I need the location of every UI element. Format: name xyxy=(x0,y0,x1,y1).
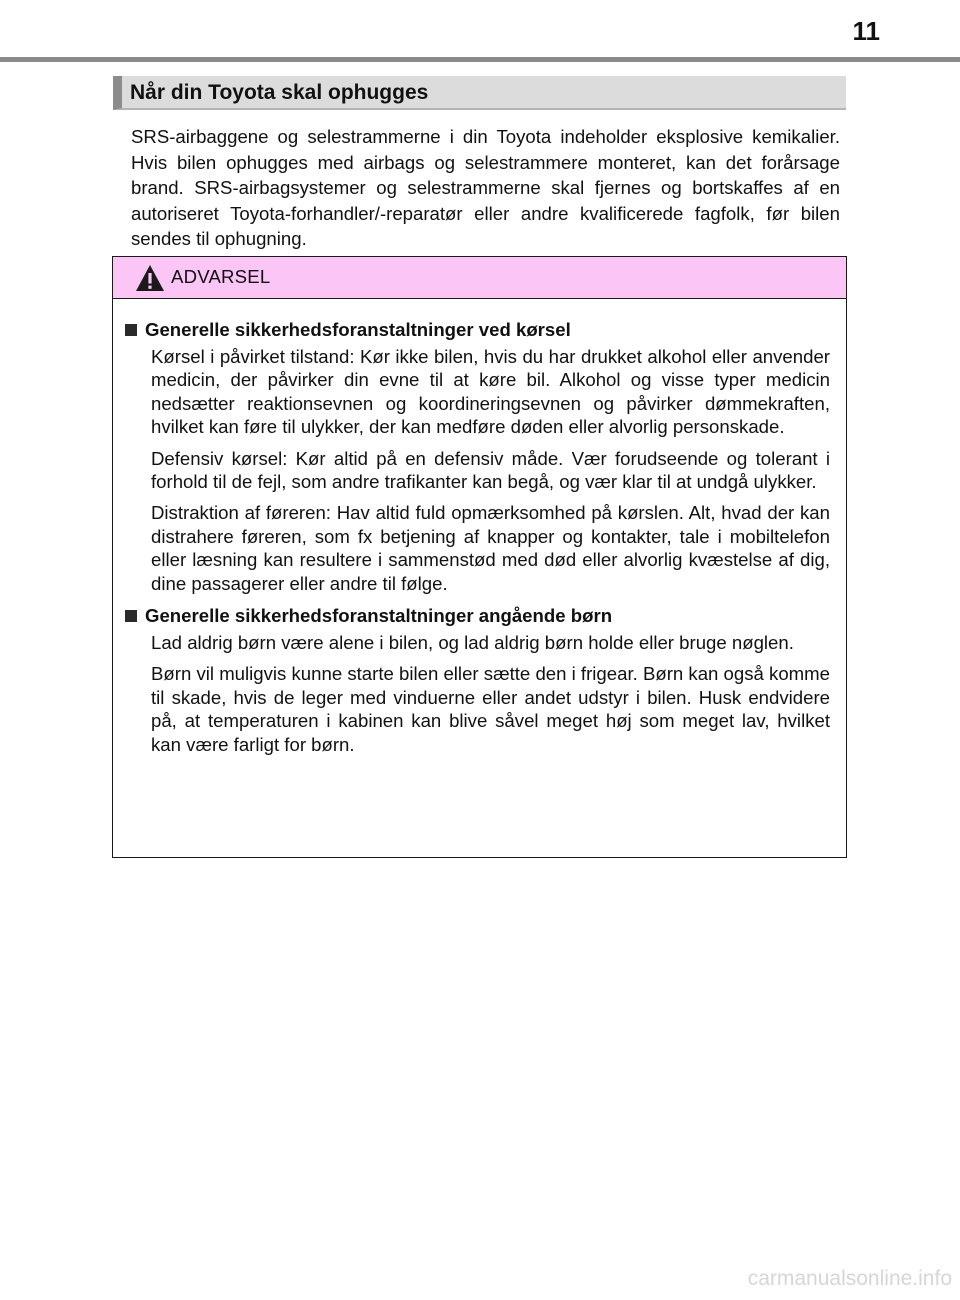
warning-box xyxy=(112,256,847,858)
subheading-driving xyxy=(125,317,830,343)
paragraph-defensive-driving: Defensiv kørsel: Kør altid på en defensiv måde. Vær forudseende og tolerant i forhold til de fejl, som andre trafikanter kan begå, og vær klar til at undgå ulykker. xyxy=(151,447,830,493)
watermark: carmanualsonline.info xyxy=(747,1267,952,1290)
warning-title: ADVARSEL xyxy=(171,266,271,288)
section-title: Når din Toyota skal ophugges xyxy=(113,76,846,110)
intro-paragraph: SRS-airbaggene og selestrammerne i din Toyota indeholder eksplosive kemikalier. Hvis bilen ophugges med airbags og selestrammere monteret, kan det forårsage brand. SRS-airbagsystemer og selestrammerne skal fjernes og bortskaffes af en autoriseret Toyota-forhandler/-reparatør eller andre kvalificerede fagfolk, før bilen sendes til ophugning. xyxy=(131,126,840,250)
paragraph-children-alone: Lad aldrig børn være alene i bilen, og lad aldrig børn holde eller bruge nøglen. xyxy=(151,632,794,654)
paragraph-children-risks: Børn vil muligvis kunne starte bilen eller sætte den i frigear. Børn kan også komme til skade, hvis de leger med vinduerne eller andet udstyr i bilen. Husk endvidere på, at temperaturen i kabinen kan blive såvel meget høj som meget lav, hvilket kan være farligt for børn. xyxy=(151,663,830,755)
warning-triangle-icon xyxy=(135,264,165,292)
square-bullet-icon xyxy=(125,324,137,336)
warning-body xyxy=(113,299,846,756)
subheading-driving-text: Generelle sikkerhedsforanstaltninger ved kørsel xyxy=(145,319,571,340)
warning-header xyxy=(113,257,846,299)
header-rule xyxy=(0,57,960,62)
square-bullet-icon xyxy=(125,610,137,622)
subheading-children xyxy=(125,603,830,629)
page-number: 11 xyxy=(852,16,880,46)
paragraph-driver-distraction: Distraktion af føreren: Hav altid fuld opmærksomhed på kørslen. Alt, hvad der kan distrahere føreren, som fx betjening af knapper og kontakter, tale i mobiltelefon eller læsning kan resultere i sammenstød med død eller alvorlig kvæstelse af dig, dine passagerer eller andre til følge. xyxy=(151,502,830,594)
subheading-children-text: Generelle sikkerhedsforanstaltninger angående børn xyxy=(145,605,613,627)
paragraph-impaired-driving: Kørsel i påvirket tilstand: Kør ikke bilen, hvis du har drukket alkohol eller anvender medicin, der påvirker din evne til at køre bil. Alkohol og visse typer medicin nedsætter reaktionsevnen og koordineringsevnen og påvirker dømmekraften, hvilket kan føre til ulykker, der kan medføre døden eller alvorlig personskade. xyxy=(151,346,830,438)
